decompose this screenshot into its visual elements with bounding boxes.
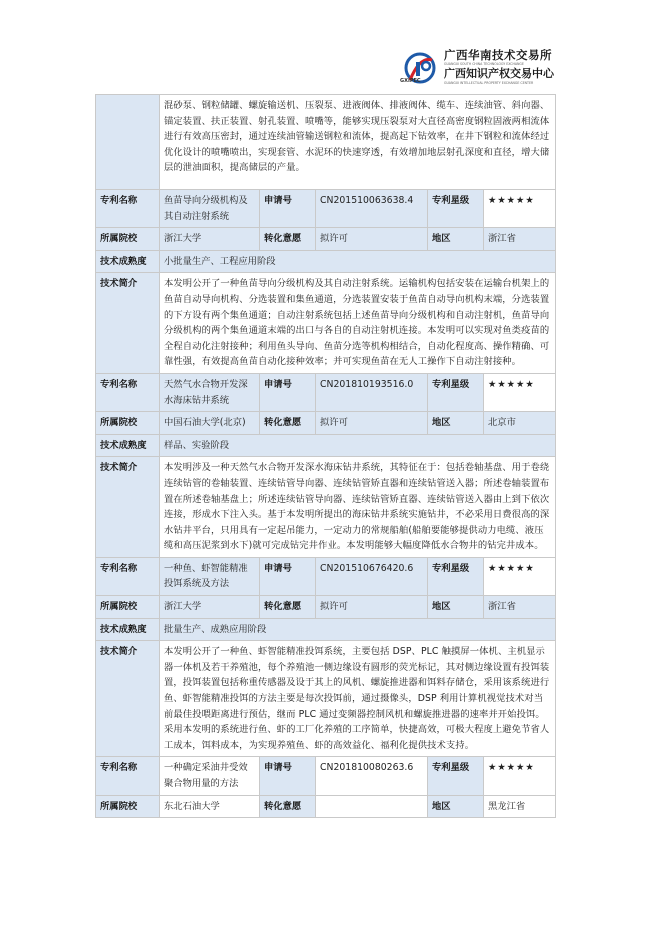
summary-label: 技术简介: [96, 641, 160, 757]
region: 北京市: [484, 412, 556, 435]
table-row: [96, 412, 556, 435]
table-row: [96, 457, 556, 558]
table-row: [96, 95, 556, 190]
region: 黑龙江省: [484, 795, 556, 818]
maturity-label: 技术成熟度: [96, 250, 160, 273]
transfer-label: 转化意愿: [260, 795, 316, 818]
star-label: 专利星级: [428, 557, 484, 595]
region: 浙江省: [484, 228, 556, 251]
app-no: CN201810193516.0: [316, 373, 428, 411]
summary-label: 技术简介: [96, 457, 160, 558]
maturity-label: 技术成熟度: [96, 434, 160, 457]
patent-name: 一种确定采油井受效聚合物用量的方法: [160, 757, 260, 795]
app-no-label: 申请号: [260, 190, 316, 228]
table-row: [96, 250, 556, 273]
maturity: 批量生产、成熟应用阶段: [160, 618, 556, 641]
transfer: 拟许可: [316, 228, 428, 251]
maturity: 样品、实验阶段: [160, 434, 556, 457]
table-row: [96, 228, 556, 251]
patent-name: 天然气水合物开发深水海床钻井系统: [160, 373, 260, 411]
table-row: [96, 641, 556, 757]
app-no-label: 申请号: [260, 557, 316, 595]
star-label: 专利星级: [428, 757, 484, 795]
region-label: 地区: [428, 412, 484, 435]
ip-center-name-en: GUANGXI INTELLECTUAL PROPERTY EXCHANGE CENTER: [444, 81, 534, 85]
table-row: [96, 757, 556, 795]
exchange-name: 广西华南技术交易所: [444, 48, 552, 62]
table-row: [96, 434, 556, 457]
summary-label: 技术简介: [96, 273, 160, 374]
school: 中国石油大学(北京): [160, 412, 260, 435]
logo-abbreviation: GXIPEC: [400, 78, 421, 84]
star-label: 专利星级: [428, 190, 484, 228]
summary-continued: 混砂泵、钢粒储罐、螺旋输送机、压裂泵、进液阀体、排液阀体、缆车、连续油管、斜向器、锚定装置、扶正装置、射孔装置、喷嘴等，能够实现压裂泵对大直径高密度钢粒固液两相流体进行有效高压密封，通过连续油管输送钢粒和流体，提高起下钻效率，在井下钢粒和流体经过优化设计的喷嘴喷出，实现套管、水泥环的快速穿透，有效增加地层射孔深度和直径，增大储层的泄油面积，提高储层的产量。: [160, 95, 556, 190]
patent-name-label: 专利名称: [96, 557, 160, 595]
region-label: 地区: [428, 228, 484, 251]
patent-table: [95, 94, 556, 818]
school: 东北石油大学: [160, 795, 260, 818]
transfer: [316, 795, 428, 818]
exchange-name-en: GUANGXI SOUTH CHINA TECHNOLOGY EXCHANGE: [444, 62, 524, 66]
header-logo: [400, 48, 560, 90]
region-label: 地区: [428, 795, 484, 818]
maturity: 小批量生产、工程应用阶段: [160, 250, 556, 273]
app-no: CN201810080263.6: [316, 757, 428, 795]
star-rating: ★★★★★: [484, 557, 556, 595]
patent-name: 一种鱼、虾智能精准投饵系统及方法: [160, 557, 260, 595]
ip-center-name: 广西知识产权交易中心: [444, 67, 554, 80]
patent-name: 鱼苗导向分级机构及其自动注射系统: [160, 190, 260, 228]
star-rating: ★★★★★: [484, 190, 556, 228]
table-row: [96, 795, 556, 818]
school-label: 所属院校: [96, 412, 160, 435]
app-no-label: 申请号: [260, 757, 316, 795]
app-no: CN201510063638.4: [316, 190, 428, 228]
exchange-logo-icon: [400, 50, 440, 90]
transfer-label: 转化意愿: [260, 596, 316, 619]
maturity-label: 技术成熟度: [96, 618, 160, 641]
table-row: [96, 273, 556, 374]
table-row: [96, 557, 556, 595]
transfer-label: 转化意愿: [260, 412, 316, 435]
patent-name-label: 专利名称: [96, 190, 160, 228]
summary: 本发明公开了一种鱼、虾智能精准投饵系统，主要包括 DSP、PLC 触摸屏一体机、主机显示器一体机及若干养殖池，每个养殖池一侧边缘设有圆形的荧光标记，其对侧边缘设置有投饵装置，投饵装置包括称重传感器及设于其上的风机、螺旋推进器和饵料存储仓，采用该系统进行鱼、虾智能精准投饵的方法主要是每次投饵前，通过摄像头，DSP 利用计算机视觉技术对当前最佳投喂距离进行预估，继而 PLC 通过变频器控制风机和螺旋推进器的速率并开始投饵。采用本发明的系统进行鱼、虾的工厂化养殖的工序简单，快捷高效，可极大程度上避免节省人工成本，饵料成本，为实现养殖鱼、虾的高效益化、福利化提供技术支持。: [160, 641, 556, 757]
star-rating: ★★★★★: [484, 373, 556, 411]
app-no: CN201510676420.6: [316, 557, 428, 595]
table-row: [96, 373, 556, 411]
transfer: 拟许可: [316, 596, 428, 619]
app-no-label: 申请号: [260, 373, 316, 411]
table-row: [96, 596, 556, 619]
transfer: 拟许可: [316, 412, 428, 435]
table-row: [96, 618, 556, 641]
patent-name-label: 专利名称: [96, 373, 160, 411]
school-label: 所属院校: [96, 596, 160, 619]
star-rating: ★★★★★: [484, 757, 556, 795]
summary: 本发明涉及一种天然气水合物开发深水海床钻井系统，其特征在于：包括卷轴基盘、用于卷绕连续钻管的卷轴装置、连续钻管导向器、连续钻管矫直器和连续钻管送入器；所述卷轴装置布置在所述卷轴基盘上；所述连续钻管导向器、连续钻管矫直器、连续钻管送入器由上到下依次连接，形成水下注入头。基于本发明所提出的海床钻井系统实施钻井，不必采用日费很高的深水钻井平台，只用具有一定起吊能力，一定动力的常规船舶(船舶要能够提供动力电缆、液压缆和高压泥浆到水下)就可完成钻完井作业。本发明能够大幅度降低水合物井的钻完井成本。: [160, 457, 556, 558]
blank-label-cell: [96, 95, 160, 190]
summary: 本发明公开了一种鱼苗导向分级机构及其自动注射系统。运输机构包括安装在运输台机架上的鱼苗自动导向机构、分选装置和集鱼通道，分选装置安装于鱼苗自动导向机构末端，分选装置的下方设有两个集鱼通道；自动注射系统包括上述鱼苗导向分级机构和自动注射机，鱼苗导向分级机构的两个集鱼通道末端的出口与各自的自动注射机连接。本发明可以实现对鱼类疫苗的全程自动化注射接种；利用鱼头导向、鱼苗分选等机构相结合，自动化程度高、操作精确、可靠性强，有效提高鱼苗自动化接种效率；并可实现鱼苗在无人工操作下自动注射接种。: [160, 273, 556, 374]
school: 浙江大学: [160, 596, 260, 619]
transfer-label: 转化意愿: [260, 228, 316, 251]
table-row: [96, 190, 556, 228]
region-label: 地区: [428, 596, 484, 619]
school-label: 所属院校: [96, 228, 160, 251]
star-label: 专利星级: [428, 373, 484, 411]
patent-name-label: 专利名称: [96, 757, 160, 795]
region: 浙江省: [484, 596, 556, 619]
school-label: 所属院校: [96, 795, 160, 818]
school: 浙江大学: [160, 228, 260, 251]
